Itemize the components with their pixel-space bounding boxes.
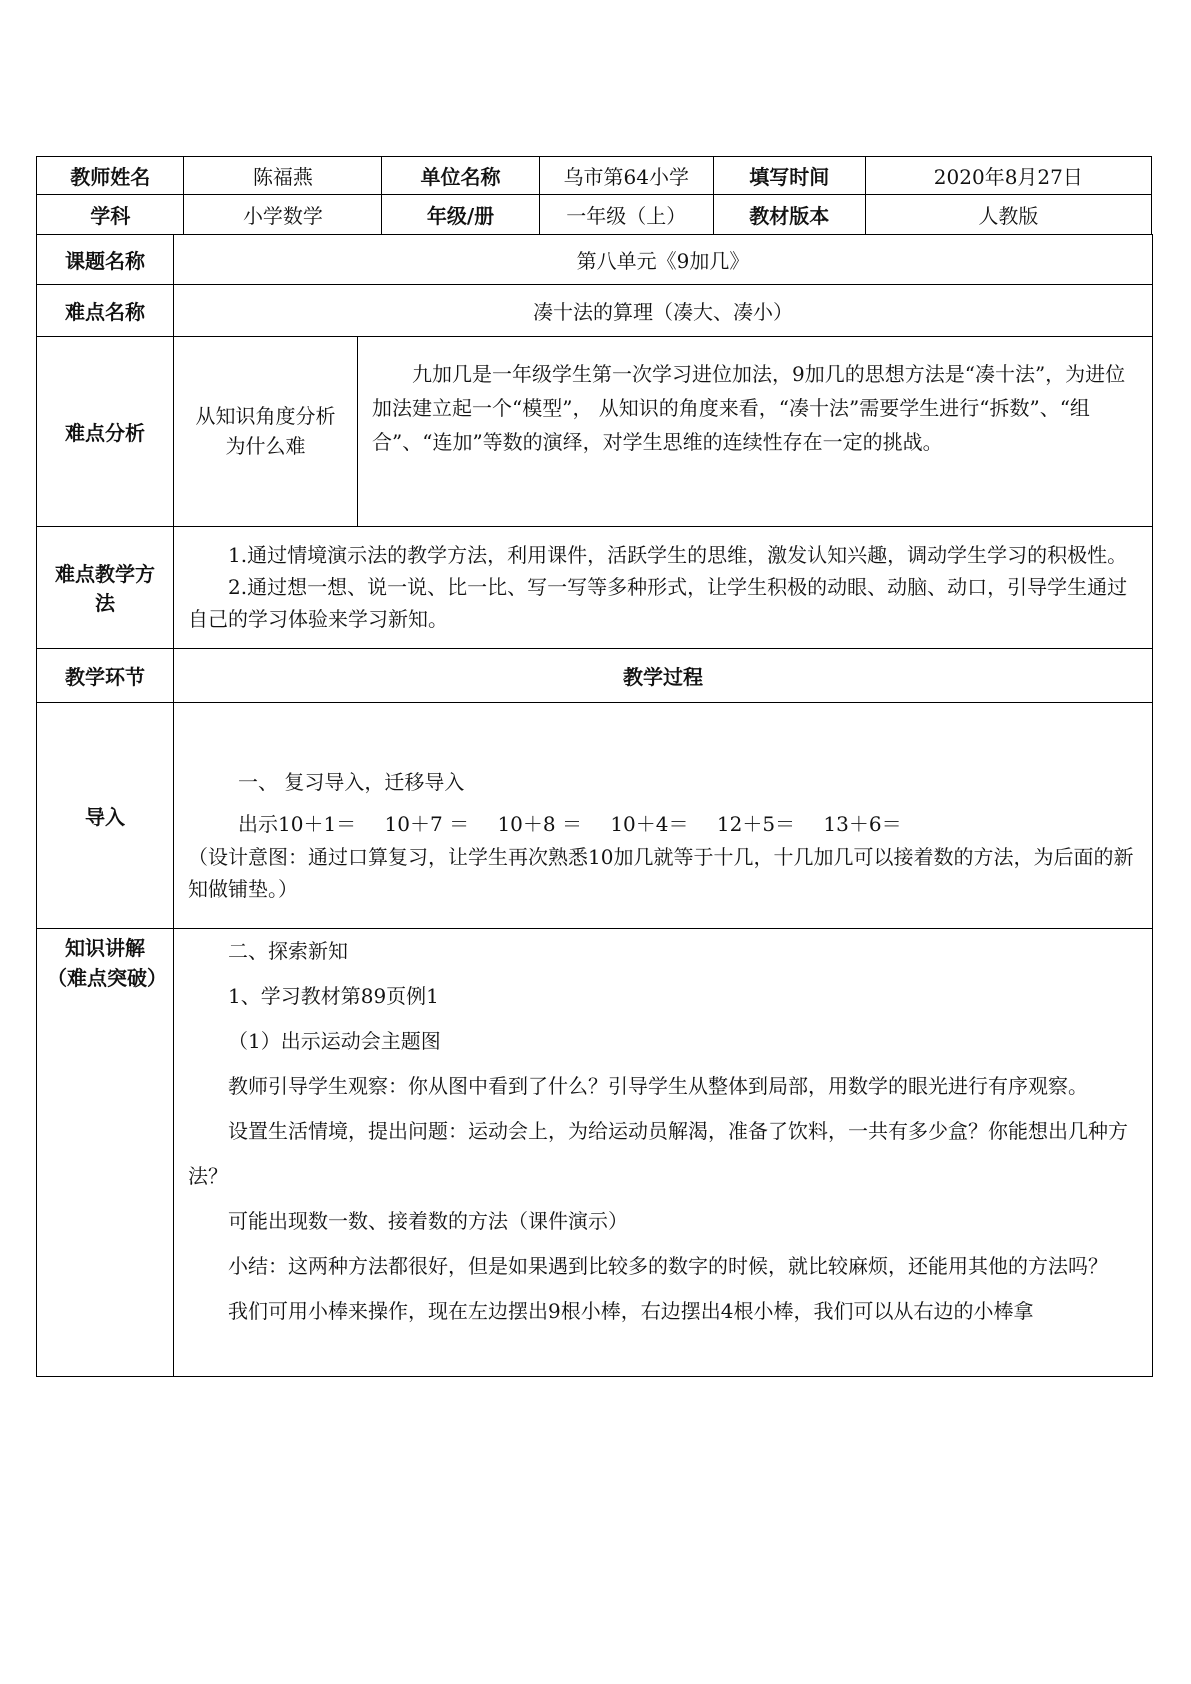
explain-line: 小结：这两种方法都很好，但是如果遇到比较多的数字的时候，就比较麻烦，还能用其他的方法吗？ — [228, 1253, 1108, 1278]
method-item-1: 1.通过情境演示法的教学方法，利用课件，活跃学生的思维，激发认知兴趣，调动学生学习的积极性。 — [228, 543, 1128, 567]
explain-line: 1、学习教材第89页例1 — [228, 983, 439, 1008]
explain-line: 二、探索新知 — [228, 938, 348, 963]
date-label: 填写时间 — [713, 157, 865, 195]
intro-cell — [174, 702, 1153, 928]
explain-line: 教师引导学生观察：你从图中看到了什么？引导学生从整体到局部，用数学的眼光进行有序观察。 — [228, 1073, 1088, 1098]
equation: 10＋7 ＝ — [384, 811, 470, 836]
intro-note: （设计意图：通过口算复习，让学生再次熟悉10加几就等于十几，十几加几可以接着数的方法，为后面的新知做铺垫。） — [188, 844, 1134, 901]
process-title: 教学过程 — [174, 648, 1153, 702]
intro-equations — [238, 807, 1138, 841]
explain-label-line1: 知识讲解 — [65, 935, 145, 960]
explain-label-line2: （难点突破） — [47, 965, 167, 990]
teacher-label: 教师姓名 — [37, 157, 184, 195]
difficulty-value: 凑十法的算理（凑大、凑小） — [174, 284, 1153, 336]
lesson-plan-table — [36, 234, 1153, 1377]
equation: 10＋8 ＝ — [497, 811, 582, 836]
equation: 10＋4＝ — [610, 811, 689, 836]
topic-value: 第八单元《9加几》 — [174, 234, 1153, 284]
analysis-text: 九加几是一年级学生第一次学习进位加法，9加几的思想方法是“凑十法”，为进位加法建立起一个“模型”， 从知识的角度来看，“凑十法”需要学生进行“拆数”、“组合”、“连加”等数的演绎，对学生思维的连续性存在一定的挑战。 — [372, 361, 1126, 454]
equation: 13＋6＝ — [823, 811, 902, 836]
method-label: 难点教学方法 — [37, 526, 174, 648]
explain-cell — [174, 928, 1153, 1376]
method-item-2: 2.通过想一想、说一说、比一比、写一写等多种形式，让学生积极的动眼、动脑、动口，引导学生通过自己的学习体验来学习新知。 — [188, 575, 1128, 631]
equation: 出示10＋1＝ — [238, 811, 357, 836]
equation: 12＋5＝ — [716, 811, 796, 836]
header-info-table — [36, 156, 1152, 235]
unit-label: 单位名称 — [382, 157, 539, 195]
lesson-plan-sheet — [36, 156, 1152, 1480]
explain-line: 设置生活情境，提出问题：运动会上，为给运动员解渴，准备了饮料，一共有多少盒？你能想出几种方法？ — [188, 1118, 1128, 1188]
difficulty-label: 难点名称 — [37, 284, 174, 336]
subject-label: 学科 — [37, 195, 184, 235]
analysis-sub-label: 从知识角度分析为什么难 — [174, 336, 358, 526]
explain-line: （1）出示运动会主题图 — [228, 1028, 441, 1053]
process-label: 教学环节 — [37, 648, 174, 702]
intro-heading: 一、 复习导入，迁移导入 — [238, 769, 465, 794]
grade-label: 年级/册 — [382, 195, 539, 235]
analysis-cell — [358, 336, 1153, 526]
analysis-label: 难点分析 — [37, 336, 174, 526]
intro-label: 导入 — [37, 702, 174, 928]
edition-value: 人教版 — [865, 195, 1151, 235]
unit-name: 乌市第64小学 — [539, 157, 713, 195]
explain-label — [37, 928, 174, 1376]
explain-line: 我们可用小棒来操作，现在左边摆出9根小棒，右边摆出4根小棒，我们可以从右边的小棒拿 — [228, 1298, 1034, 1323]
explain-line: 可能出现数一数、接着数的方法（课件演示） — [228, 1208, 628, 1233]
date-value: 2020年8月27日 — [865, 157, 1151, 195]
method-cell — [174, 526, 1153, 648]
subject-value: 小学数学 — [184, 195, 382, 235]
grade-value: 一年级（上） — [539, 195, 713, 235]
teacher-name: 陈福燕 — [184, 157, 382, 195]
edition-label: 教材版本 — [713, 195, 865, 235]
topic-label: 课题名称 — [37, 234, 174, 284]
